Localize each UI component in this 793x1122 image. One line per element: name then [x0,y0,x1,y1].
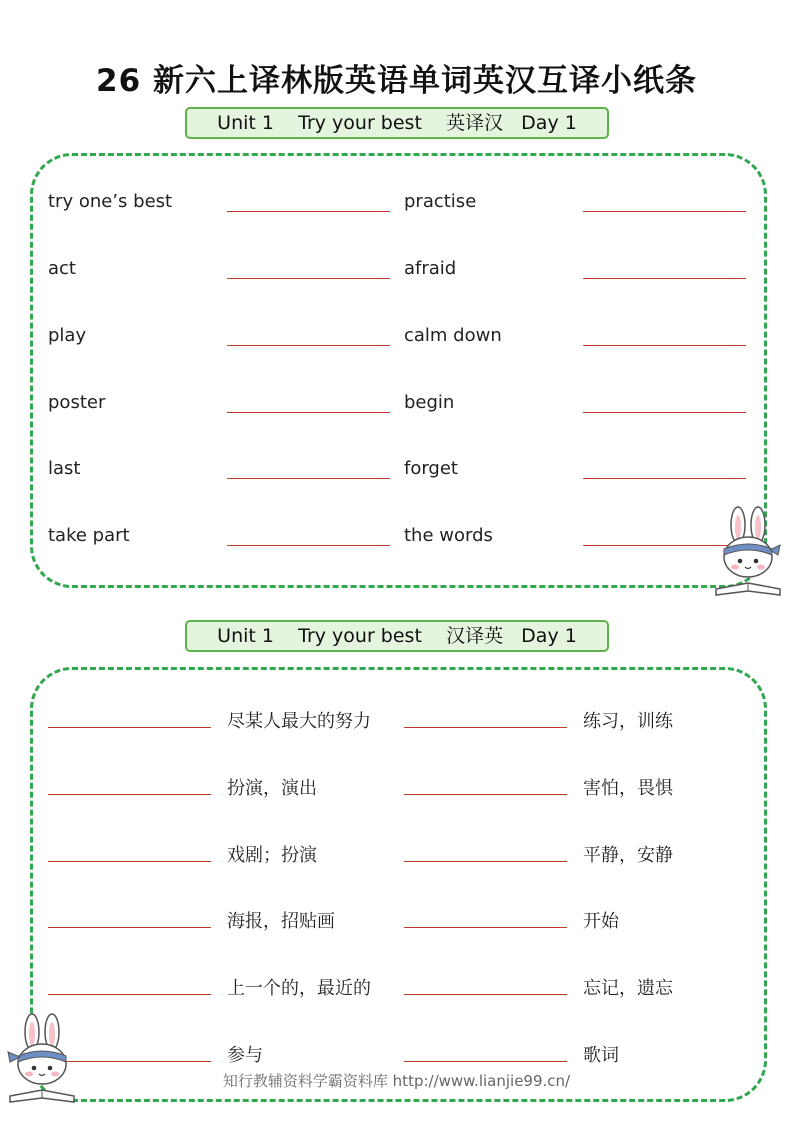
answer-line[interactable] [404,927,567,928]
word-en: play [48,325,87,346]
answer-line[interactable] [227,278,390,279]
answer-line[interactable] [48,727,211,728]
answer-line[interactable] [227,345,390,346]
section1-box [30,153,767,588]
answer-line[interactable] [227,211,390,212]
word-en: last [48,458,81,479]
answer-line[interactable] [48,794,211,795]
answer-line[interactable] [404,794,567,795]
word-en: calm down [404,325,502,346]
section1-banner: Unit 1 Try your best 英译汉 Day 1 [185,107,609,139]
answer-line[interactable] [227,545,390,546]
answer-line[interactable] [48,994,211,995]
word-en: try one’s best [48,191,173,212]
word-cn: 平静，安静 [583,845,673,866]
answer-line[interactable] [48,927,211,928]
bunny-reading-icon [708,505,786,597]
word-en: afraid [404,258,457,279]
word-cn: 尽某人最大的努力 [227,711,371,732]
word-cn: 歌词 [583,1045,619,1066]
word-cn: 扮演，演出 [227,778,317,799]
word-cn: 戏剧；扮演 [227,845,317,866]
word-cn: 开始 [583,911,619,932]
answer-line[interactable] [48,861,211,862]
section2-banner: Unit 1 Try your best 汉译英 Day 1 [185,620,609,652]
word-en: act [48,258,76,279]
word-cn: 海报，招贴画 [227,911,335,932]
word-en: forget [404,458,458,479]
word-cn: 练习，训练 [583,711,673,732]
word-en: poster [48,392,106,413]
answer-line[interactable] [404,1061,567,1062]
word-cn: 忘记，遗忘 [583,978,673,999]
word-cn: 上一个的，最近的 [227,978,371,999]
answer-line[interactable] [404,994,567,995]
word-en: the words [404,525,493,546]
word-en: begin [404,392,455,413]
page-title: 26 新六上译林版英语单词英汉互译小纸条 [96,63,697,99]
word-en: practise [404,191,477,212]
answer-line[interactable] [227,412,390,413]
answer-line[interactable] [583,478,746,479]
answer-line[interactable] [583,345,746,346]
answer-line[interactable] [227,478,390,479]
answer-line[interactable] [583,412,746,413]
word-cn: 参与 [227,1045,263,1066]
word-cn: 害怕，畏惧 [583,778,673,799]
answer-line[interactable] [404,861,567,862]
answer-line[interactable] [404,727,567,728]
answer-line[interactable] [583,278,746,279]
answer-line[interactable] [583,211,746,212]
word-en: take part [48,525,130,546]
footer-watermark: 知行教辅资料学霸资料库 http://www.lianjie99.cn/ [222,1072,571,1090]
